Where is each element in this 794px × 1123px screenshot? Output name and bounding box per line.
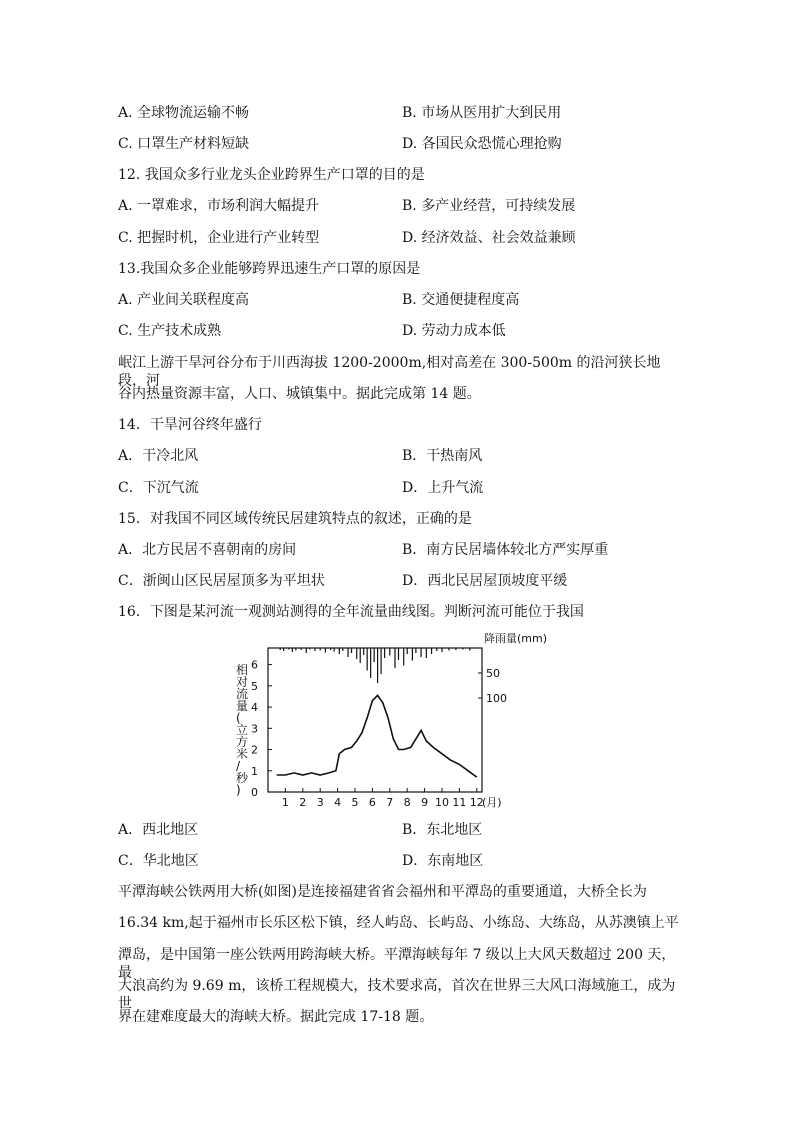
q12-option-b: B. 多产业经营，可持续发展 bbox=[402, 198, 576, 214]
q15-option-c: C．浙闽山区民居屋顶多为平坦状 bbox=[118, 573, 325, 589]
q12-option-a: A. 一罩难求，市场利润大幅提升 bbox=[118, 198, 320, 214]
q16-option-d: D．东南地区 bbox=[402, 853, 484, 869]
q14-option-d: D．上升气流 bbox=[402, 480, 484, 496]
x-ticks bbox=[282, 788, 484, 809]
x-tick-label: 7 bbox=[386, 796, 394, 809]
y-tick-label: 6 bbox=[251, 658, 258, 672]
q16-option-a: A．西北地区 bbox=[118, 822, 199, 838]
flow-line bbox=[277, 695, 477, 777]
x-tick-label: 9 bbox=[421, 796, 429, 809]
y2-tick-label: 100 bbox=[486, 692, 507, 705]
q14-option-a: A．干冷北风 bbox=[118, 448, 199, 464]
passage2-line1: 平潭海峡公铁两用大桥(如图)是连接福建省省会福州和平潭岛的重要通道，大桥全长为 bbox=[118, 884, 647, 900]
y-axis-label bbox=[236, 662, 249, 797]
q15-option-d: D．西北民居屋顶坡度平缓 bbox=[402, 573, 568, 589]
q16-option-b: B．东北地区 bbox=[402, 822, 483, 838]
q13-stem: 13.我国众多企业能够跨界迅速生产口罩的原因是 bbox=[118, 261, 421, 277]
passage2-line3: 潭岛，是中国第一座公铁两用跨海峡大桥。平潭海峡每年 7 级以上大风天数超过 200 天，最 bbox=[118, 947, 676, 981]
y-axis-label-char: 立 bbox=[236, 723, 249, 737]
q11-option-a: A. 全球物流运输不畅 bbox=[118, 105, 250, 121]
y-tick-label: 2 bbox=[251, 743, 258, 757]
passage2-line2: 16.34 km,起于福州市长乐区松下镇，经人屿岛、长屿岛、小练岛、大练岛，从苏澳镇上平 bbox=[118, 915, 679, 931]
y-axis-label-char: ( bbox=[236, 711, 241, 725]
x-tick-label: 12 bbox=[469, 796, 484, 809]
q13-option-c: C. 生产技术成熟 bbox=[118, 323, 222, 339]
q14-option-c: C．下沉气流 bbox=[118, 480, 199, 496]
river-flow-chart bbox=[226, 630, 572, 810]
y-axis-label-char: 相 bbox=[236, 663, 249, 677]
q12-option-c: C. 把握时机，企业进行产业转型 bbox=[118, 230, 320, 246]
q16-stem: 16．下图是某河流一观测站测得的全年流量曲线图。判断河流可能位于我国 bbox=[118, 604, 584, 620]
y-axis-label-char: 对 bbox=[236, 675, 249, 689]
passage2-line5: 界在建难度最大的海峡大桥。据此完成 17-18 题。 bbox=[118, 1009, 434, 1025]
y-tick-label: 1 bbox=[251, 764, 258, 778]
x-tick-label: 6 bbox=[368, 796, 376, 809]
y2-tick-label: 50 bbox=[486, 667, 500, 680]
y-axis-label-char: 秒 bbox=[236, 771, 249, 785]
y-axis-label-char: 方 bbox=[236, 735, 249, 749]
x-tick-label: 4 bbox=[334, 796, 342, 809]
x-tick-label: 5 bbox=[351, 796, 359, 809]
y-ticks bbox=[251, 659, 272, 799]
y-axis-label-char: ) bbox=[236, 783, 241, 797]
q14-stem: 14．干旱河谷终年盛行 bbox=[118, 417, 262, 433]
q12-stem: 12. 我国众多行业龙头企业跨界生产口罩的目的是 bbox=[118, 167, 425, 183]
q13-option-a: A. 产业间关联程度高 bbox=[118, 292, 250, 308]
y-axis-label-char: / bbox=[236, 759, 241, 773]
q11-option-c: C. 口罩生产材料短缺 bbox=[118, 136, 250, 152]
q14-option-b: B．干热南风 bbox=[402, 448, 483, 464]
rain-bars bbox=[280, 648, 470, 683]
x-tick-label: 8 bbox=[403, 796, 411, 809]
x-tick-label: 11 bbox=[452, 796, 467, 809]
q13-option-d: D. 劳动力成本低 bbox=[402, 323, 506, 339]
q15-stem: 15．对我国不同区域传统民居建筑特点的叙述，正确的是 bbox=[118, 511, 472, 527]
x-tick-label: 3 bbox=[316, 796, 324, 809]
q11-option-d: D. 各国民众恐慌心理抢购 bbox=[402, 136, 562, 152]
plot-frame bbox=[268, 648, 482, 792]
q15-option-b: B．南方民居墙体较北方严实厚重 bbox=[402, 542, 609, 558]
x-tick-label: 1 bbox=[281, 796, 289, 809]
y-tick-label: 3 bbox=[251, 722, 258, 736]
y-tick-label: 0 bbox=[251, 786, 258, 799]
q12-option-d: D. 经济效益、社会效益兼顾 bbox=[402, 230, 576, 246]
q15-option-a: A．北方民居不喜朝南的房间 bbox=[118, 542, 297, 558]
x-tick-label: 2 bbox=[299, 796, 307, 809]
q11-option-b: B. 市场从医用扩大到民用 bbox=[402, 105, 562, 121]
x-tick-label: 10 bbox=[434, 796, 449, 809]
y-tick-label: 4 bbox=[251, 701, 258, 715]
y-axis-label-char: 米 bbox=[236, 747, 249, 761]
passage2-line4: 大浪高约为 9.69 m，该桥工程规模大，技术要求高，首次在世界三大风口海域施工，成为世 bbox=[118, 978, 676, 1012]
y-axis-label-char: 流 bbox=[236, 687, 249, 701]
y2-axis-label: 降雨量(mm) bbox=[484, 632, 548, 645]
x-axis-unit: (月) bbox=[482, 796, 502, 809]
y-tick-label: 5 bbox=[251, 679, 258, 693]
q13-option-b: B. 交通便捷程度高 bbox=[402, 292, 520, 308]
passage1-line1: 岷江上游干旱河谷分布于川西海拔 1200-2000m,相对高差在 300-500m 的沿河狭长地段，河 bbox=[118, 355, 661, 389]
q16-option-c: C．华北地区 bbox=[118, 853, 199, 869]
y-axis-label-char: 量 bbox=[236, 699, 249, 713]
passage1-line2: 谷内热量资源丰富，人口、城镇集中。据此完成第 14 题。 bbox=[118, 386, 481, 402]
